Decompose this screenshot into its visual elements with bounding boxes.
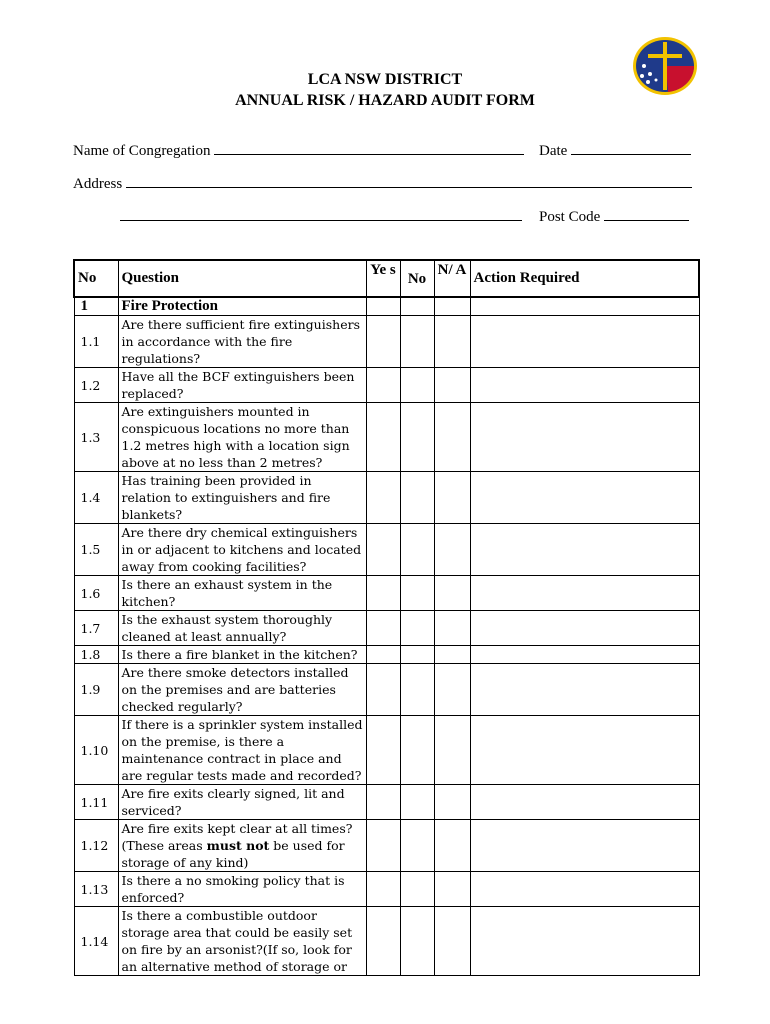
action-cell[interactable] (470, 785, 699, 820)
na-cell[interactable] (434, 646, 470, 664)
section-row (74, 297, 699, 316)
na-cell[interactable] (434, 576, 470, 611)
yes-cell[interactable] (366, 820, 400, 872)
section-number: 1 (74, 297, 118, 316)
address-line2-field[interactable] (120, 208, 522, 221)
table-row (74, 646, 699, 664)
action-cell[interactable] (470, 716, 699, 785)
question-text: Are there sufficient fire extinguishers in accordance with the fire regulations? (118, 316, 366, 368)
question-text: Are there smoke detectors installed on the premises and are batteries checked regularly? (118, 664, 366, 716)
table-row (74, 472, 699, 524)
question-number: 1.14 (74, 907, 118, 976)
question-text-part: Are fire exits kept clear at all times? (These areas (121, 821, 353, 853)
yes-cell[interactable] (366, 524, 400, 576)
postcode-field[interactable] (604, 208, 689, 221)
date-field[interactable] (571, 142, 691, 155)
header-na: N/ A (434, 260, 470, 297)
yes-cell[interactable] (366, 716, 400, 785)
action-cell[interactable] (470, 316, 699, 368)
question-number: 1.12 (74, 820, 118, 872)
question-text: Is there a fire blanket in the kitchen? (118, 646, 366, 664)
yes-cell[interactable] (366, 403, 400, 472)
congregation-row (73, 142, 524, 160)
question-text-part: be used for storage of any kind) (121, 838, 345, 870)
no-cell[interactable] (400, 403, 434, 472)
yes-cell[interactable] (366, 368, 400, 403)
question-text: Have all the BCF extinguishers been replaced? (118, 368, 366, 403)
table-row (74, 820, 699, 872)
header-no: No (74, 260, 118, 297)
postcode-row (539, 208, 689, 226)
address-field[interactable] (126, 175, 692, 188)
table-row (74, 907, 699, 976)
question-number: 1.10 (74, 716, 118, 785)
action-cell[interactable] (470, 403, 699, 472)
header-no-answer: No (400, 260, 434, 297)
address-label: Address (73, 176, 123, 192)
na-cell[interactable] (434, 368, 470, 403)
question-number: 1.6 (74, 576, 118, 611)
na-cell[interactable] (434, 716, 470, 785)
no-cell[interactable] (400, 785, 434, 820)
table-row (74, 524, 699, 576)
table-row (74, 872, 699, 907)
yes-cell[interactable] (366, 316, 400, 368)
congregation-field[interactable] (214, 142, 524, 155)
action-cell[interactable] (470, 472, 699, 524)
question-number: 1.11 (74, 785, 118, 820)
no-cell[interactable] (400, 297, 434, 316)
question-number: 1.13 (74, 872, 118, 907)
header-question: Question (118, 260, 366, 297)
na-cell[interactable] (434, 664, 470, 716)
no-cell[interactable] (400, 872, 434, 907)
question-emphasis: must not (206, 838, 270, 853)
header-yes: Ye s (366, 260, 400, 297)
no-cell[interactable] (400, 316, 434, 368)
form-title-line2: ANNUAL RISK / HAZARD AUDIT FORM (235, 92, 535, 109)
yes-cell[interactable] (366, 872, 400, 907)
table-header-row (74, 260, 699, 297)
na-cell[interactable] (434, 872, 470, 907)
table-row (74, 316, 699, 368)
question-number: 1.1 (74, 316, 118, 368)
action-cell[interactable] (470, 297, 699, 316)
yes-cell[interactable] (366, 664, 400, 716)
action-cell[interactable] (470, 820, 699, 872)
date-label: Date (539, 143, 568, 159)
section-title: Fire Protection (118, 297, 366, 316)
table-row (74, 785, 699, 820)
action-cell[interactable] (470, 872, 699, 907)
form-title-line1: LCA NSW DISTRICT (307, 71, 463, 88)
address-row (73, 175, 692, 193)
no-cell[interactable] (400, 368, 434, 403)
question-text: Is there an exhaust system in the kitchen? (118, 576, 366, 611)
question-text: Has training been provided in relation to extinguishers and fire blankets? (118, 472, 366, 524)
no-cell[interactable] (400, 907, 434, 976)
no-cell[interactable] (400, 524, 434, 576)
no-cell[interactable] (400, 664, 434, 716)
na-cell[interactable] (434, 316, 470, 368)
no-cell[interactable] (400, 820, 434, 872)
no-cell[interactable] (400, 611, 434, 646)
yes-cell[interactable] (366, 646, 400, 664)
table-row (74, 576, 699, 611)
no-cell[interactable] (400, 576, 434, 611)
question-text: Is there a combustible outdoor storage area that could be easily set on fire by an arsonist?(If so, look for an alternative method of storage or (118, 907, 366, 976)
no-cell[interactable] (400, 716, 434, 785)
congregation-label: Name of Congregation (73, 143, 211, 159)
question-number: 1.5 (74, 524, 118, 576)
question-number: 1.9 (74, 664, 118, 716)
question-text: Is the exhaust system thoroughly cleaned at least annually? (118, 611, 366, 646)
question-number: 1.8 (74, 646, 118, 664)
no-cell[interactable] (400, 646, 434, 664)
action-cell[interactable] (470, 907, 699, 976)
header-action-required: Action Required (470, 260, 699, 297)
na-cell[interactable] (434, 524, 470, 576)
na-cell[interactable] (434, 820, 470, 872)
yes-cell[interactable] (366, 472, 400, 524)
date-row (539, 142, 691, 160)
postcode-label: Post Code (539, 209, 601, 225)
action-cell[interactable] (470, 524, 699, 576)
action-cell[interactable] (470, 646, 699, 664)
no-cell[interactable] (400, 472, 434, 524)
action-cell[interactable] (470, 576, 699, 611)
na-cell[interactable] (434, 907, 470, 976)
yes-cell[interactable] (366, 576, 400, 611)
yes-cell[interactable] (366, 297, 400, 316)
na-cell[interactable] (434, 403, 470, 472)
action-cell[interactable] (470, 368, 699, 403)
question-text: Are extinguishers mounted in conspicuous locations no more than 1.2 metres high with a location sign above at no less than 2 metres? (118, 403, 366, 472)
na-cell[interactable] (434, 611, 470, 646)
na-cell[interactable] (434, 785, 470, 820)
question-number: 1.2 (74, 368, 118, 403)
question-text: If there is a sprinkler system installed on the premise, is there a maintenance contract in place and are regular tests made and recorded? (118, 716, 366, 785)
table-row (74, 368, 699, 403)
address-line2-row (120, 208, 522, 226)
audit-table (73, 259, 700, 976)
question-text: Are fire exits clearly signed, lit and serviced? (118, 785, 366, 820)
table-row (74, 611, 699, 646)
question-number: 1.4 (74, 472, 118, 524)
table-row (74, 403, 699, 472)
na-cell[interactable] (434, 297, 470, 316)
na-cell[interactable] (434, 472, 470, 524)
question-text: Is there a no smoking policy that is enforced? (118, 872, 366, 907)
yes-cell[interactable] (366, 785, 400, 820)
action-cell[interactable] (470, 611, 699, 646)
yes-cell[interactable] (366, 611, 400, 646)
action-cell[interactable] (470, 664, 699, 716)
question-number: 1.7 (74, 611, 118, 646)
yes-cell[interactable] (366, 907, 400, 976)
table-row (74, 716, 699, 785)
table-row (74, 664, 699, 716)
question-text: Are there dry chemical extinguishers in or adjacent to kitchens and located away from cooking facilities? (118, 524, 366, 576)
question-number: 1.3 (74, 403, 118, 472)
question-text (118, 820, 366, 872)
